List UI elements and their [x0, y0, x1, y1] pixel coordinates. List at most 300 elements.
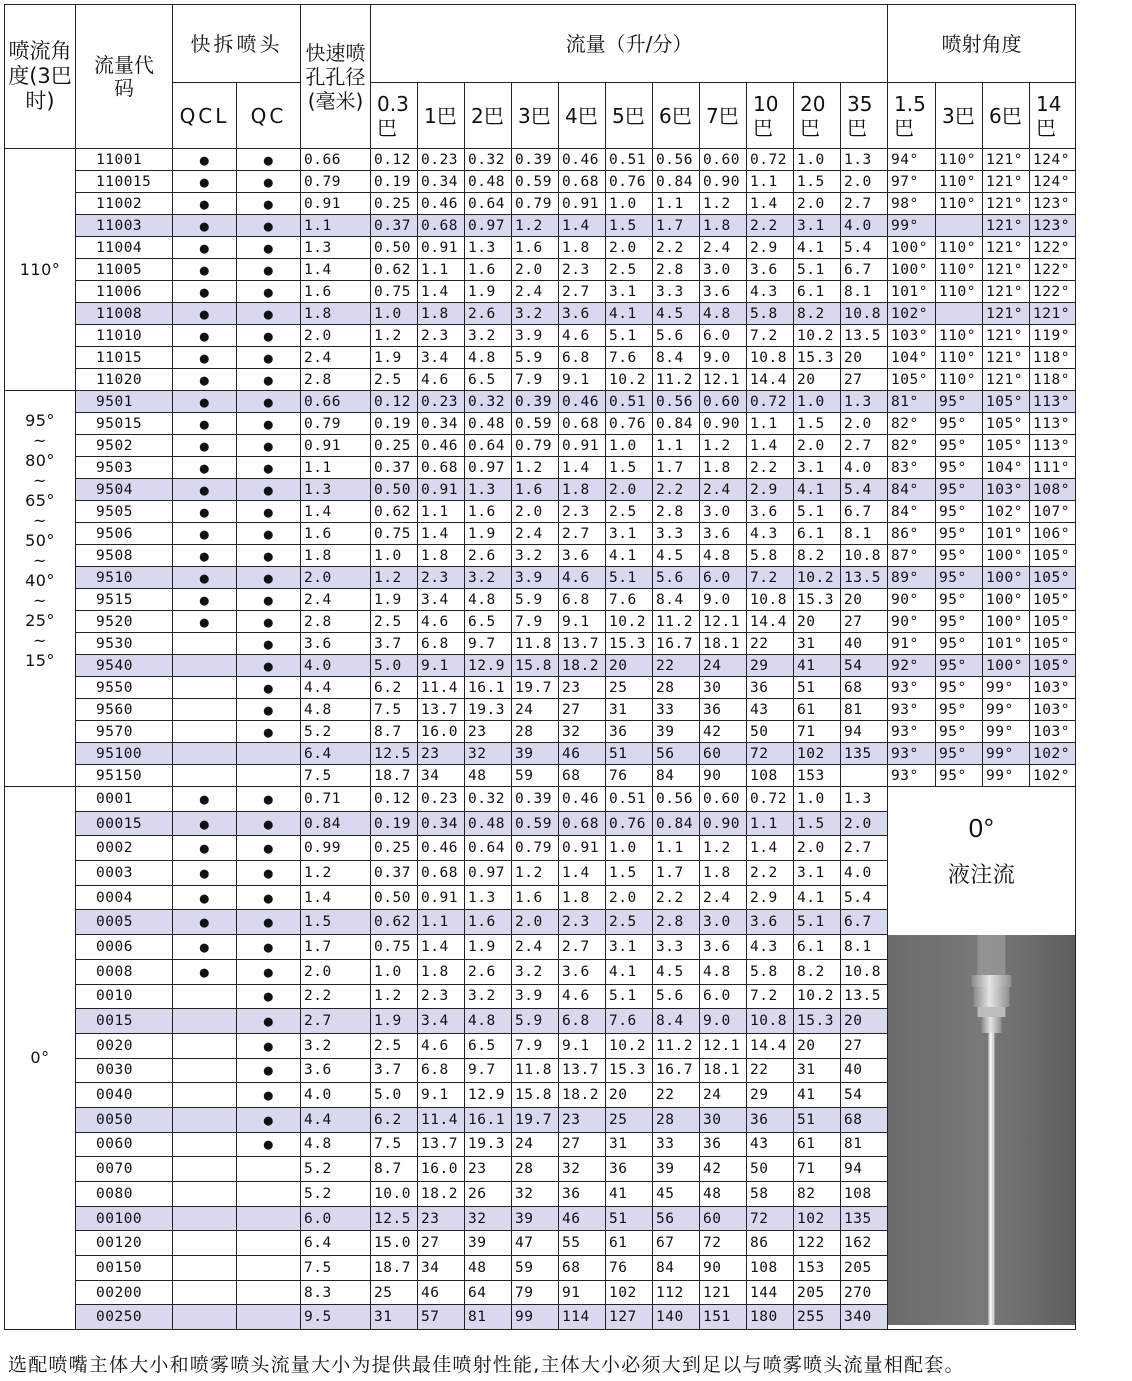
qc-mark: ●: [237, 611, 301, 633]
flow-value: 1.1: [653, 836, 700, 861]
zero-degree-panel: [888, 787, 1076, 1330]
flow-value: 31: [794, 633, 841, 655]
flow-value: 9.1: [559, 1033, 606, 1058]
orifice-diameter: 3.6: [301, 633, 371, 655]
header-pressure: 4巴: [559, 83, 606, 149]
flow-code: 0080: [76, 1182, 173, 1207]
flow-value: 6.2: [371, 677, 418, 699]
qc-mark: [237, 1231, 301, 1256]
qcl-mark: ●: [173, 347, 237, 369]
flow-value: 22: [747, 633, 794, 655]
table-row: [5, 611, 1076, 633]
flow-value: 5.0: [371, 655, 418, 677]
flow-value: 39: [653, 721, 700, 743]
qc-mark: ●: [237, 935, 301, 960]
flow-value: 76: [606, 765, 653, 787]
qc-mark: ●: [237, 677, 301, 699]
flow-value: 2.2: [653, 885, 700, 910]
flow-value: 2.7: [841, 435, 888, 457]
flow-value: 79: [512, 1280, 559, 1305]
flow-value: 2.3: [559, 910, 606, 935]
flow-value: 0.84: [653, 171, 700, 193]
flow-value: 99: [512, 1305, 559, 1330]
flow-value: 23: [559, 677, 606, 699]
group-angle-label: [5, 391, 76, 787]
qc-mark: ●: [237, 633, 301, 655]
flow-value: 41: [606, 1182, 653, 1207]
flow-value: 48: [465, 1256, 512, 1281]
flow-value: 39: [465, 1231, 512, 1256]
orifice-diameter: 5.2: [301, 1157, 371, 1182]
flow-value: 5.6: [653, 984, 700, 1009]
flow-value: 1.5: [794, 413, 841, 435]
flow-value: 0.34: [418, 811, 465, 836]
qc-mark: ●: [237, 1033, 301, 1058]
qcl-mark: ●: [173, 259, 237, 281]
orifice-diameter: 9.5: [301, 1305, 371, 1330]
flow-value: 18.2: [559, 655, 606, 677]
group-angle-value: 110°: [19, 259, 61, 279]
flow-value: 5.1: [606, 325, 653, 347]
flow-value: 4.3: [747, 935, 794, 960]
spray-angle-value: 93°: [888, 743, 936, 765]
qc-mark: ●: [237, 325, 301, 347]
flow-value: 0.91: [559, 193, 606, 215]
qcl-mark: [173, 1132, 237, 1157]
flow-value: 68: [841, 677, 888, 699]
flow-value: 18.7: [371, 765, 418, 787]
flow-value: 45: [653, 1182, 700, 1207]
spray-angle-value: 87°: [888, 545, 936, 567]
flow-value: 4.6: [418, 611, 465, 633]
flow-value: 1.2: [512, 215, 559, 237]
flow-value: 4.1: [794, 237, 841, 259]
table-row: [5, 193, 1076, 215]
flow-value: 0.46: [559, 149, 606, 171]
spray-angle-value: 95°: [936, 655, 983, 677]
flow-value: 270: [841, 1280, 888, 1305]
flow-value: 36: [606, 721, 653, 743]
flow-value: 1.0: [794, 391, 841, 413]
spray-angle-value: 122°: [1030, 237, 1076, 259]
spray-angle-value: 124°: [1030, 171, 1076, 193]
flow-value: 81: [465, 1305, 512, 1330]
flow-value: 1.4: [418, 523, 465, 545]
flow-value: 19.3: [465, 699, 512, 721]
flow-value: 2.9: [747, 479, 794, 501]
table-row: [5, 369, 1076, 391]
spray-angle-value: 90°: [888, 611, 936, 633]
qcl-mark: [173, 1231, 237, 1256]
flow-code: 00015: [76, 811, 173, 836]
qc-mark: ●: [237, 1083, 301, 1108]
flow-code: 0040: [76, 1083, 173, 1108]
flow-value: 0.62: [371, 501, 418, 523]
spray-angle-value: 118°: [1030, 347, 1076, 369]
flow-value: 151: [700, 1305, 747, 1330]
flow-code: 9506: [76, 523, 173, 545]
flow-value: 0.59: [512, 811, 559, 836]
orifice-diameter: 7.5: [301, 1256, 371, 1281]
flow-value: 1.9: [465, 281, 512, 303]
spray-angle-value: 110°: [936, 171, 983, 193]
flow-value: 0.79: [512, 435, 559, 457]
spray-angle-value: 103°: [888, 325, 936, 347]
flow-value: 8.1: [841, 523, 888, 545]
flow-value: 3.4: [418, 347, 465, 369]
spray-angle-value: 110°: [936, 347, 983, 369]
spray-angle-value: 121°: [983, 303, 1030, 325]
spray-angle-value: 95°: [936, 391, 983, 413]
flow-value: 205: [794, 1280, 841, 1305]
flow-code: 9530: [76, 633, 173, 655]
flow-code: 0030: [76, 1058, 173, 1083]
spray-angle-value: 119°: [1030, 325, 1076, 347]
flow-value: 23: [465, 721, 512, 743]
flow-value: 12.5: [371, 743, 418, 765]
flow-value: 42: [700, 721, 747, 743]
flow-value: 91: [559, 1280, 606, 1305]
table-row: [5, 237, 1076, 259]
table-row: [5, 259, 1076, 281]
flow-value: 61: [794, 1132, 841, 1157]
flow-value: 8.7: [371, 1157, 418, 1182]
flow-value: 12.5: [371, 1206, 418, 1231]
spray-angle-value: 121°: [983, 281, 1030, 303]
spray-angle-value: 103°: [1030, 677, 1076, 699]
flow-value: 0.51: [606, 149, 653, 171]
qc-mark: ●: [237, 413, 301, 435]
spray-angle-value: 121°: [1030, 303, 1076, 325]
flow-value: 8.1: [841, 935, 888, 960]
flow-value: 5.8: [747, 959, 794, 984]
spray-angle-value: 122°: [1030, 259, 1076, 281]
flow-value: 2.0: [794, 435, 841, 457]
flow-value: 2.5: [371, 1033, 418, 1058]
spray-angle-value: 100°: [983, 589, 1030, 611]
spray-angle-value: 100°: [983, 655, 1030, 677]
flow-value: 27: [841, 611, 888, 633]
flow-value: 3.7: [371, 633, 418, 655]
flow-value: 2.0: [606, 479, 653, 501]
flow-value: 7.9: [512, 611, 559, 633]
group-angle-line: 40°: [25, 571, 55, 590]
qcl-mark: [173, 1058, 237, 1083]
group-angle-line: ~: [33, 551, 47, 570]
flow-value: 0.84: [653, 413, 700, 435]
flow-value: 41: [794, 655, 841, 677]
solid-stream-photo: [888, 935, 1075, 1325]
flow-value: 0.62: [371, 259, 418, 281]
spray-angle-value: 107°: [1030, 501, 1076, 523]
qcl-mark: ●: [173, 303, 237, 325]
flow-value: 1.2: [700, 435, 747, 457]
qcl-mark: [173, 1107, 237, 1132]
flow-value: 3.1: [606, 935, 653, 960]
flow-value: 1.8: [700, 861, 747, 886]
flow-value: 0.68: [559, 171, 606, 193]
flow-value: 33: [653, 699, 700, 721]
flow-value: 10.8: [841, 959, 888, 984]
qc-mark: [237, 1280, 301, 1305]
flow-value: 1.4: [747, 435, 794, 457]
qc-mark: [237, 1157, 301, 1182]
flow-value: 48: [700, 1182, 747, 1207]
orifice-diameter: 8.3: [301, 1280, 371, 1305]
flow-value: 29: [747, 655, 794, 677]
spray-angle-value: 113°: [1030, 435, 1076, 457]
flow-value: 6.0: [700, 567, 747, 589]
flow-value: 11.2: [653, 1033, 700, 1058]
flow-value: 3.6: [559, 303, 606, 325]
spray-angle-value: 95°: [936, 743, 983, 765]
flow-value: 2.9: [747, 885, 794, 910]
header-pressure: 7巴: [700, 83, 747, 149]
flow-value: 0.75: [371, 523, 418, 545]
spray-angle-value: 82°: [888, 413, 936, 435]
flow-value: 28: [512, 1157, 559, 1182]
spray-angle-value: 84°: [888, 479, 936, 501]
flow-value: 36: [747, 677, 794, 699]
flow-value: 5.8: [747, 303, 794, 325]
qcl-mark: ●: [173, 325, 237, 347]
orifice-diameter: 1.1: [301, 457, 371, 479]
flow-value: 50: [747, 721, 794, 743]
flow-value: 43: [747, 699, 794, 721]
spray-angle-value: 121°: [983, 171, 1030, 193]
flow-value: 340: [841, 1305, 888, 1330]
orifice-diameter: 0.66: [301, 149, 371, 171]
flow-value: 81: [841, 699, 888, 721]
flow-value: 1.3: [841, 149, 888, 171]
flow-value: 4.6: [418, 1033, 465, 1058]
flow-value: 0.19: [371, 171, 418, 193]
flow-value: 10.2: [794, 984, 841, 1009]
flow-code: 0004: [76, 885, 173, 910]
spray-angle-value: 106°: [1030, 523, 1076, 545]
spray-angle-value: 105°: [1030, 567, 1076, 589]
flow-value: 4.0: [841, 457, 888, 479]
flow-value: 0.23: [418, 149, 465, 171]
table-row: [5, 149, 1076, 171]
flow-value: 13.7: [559, 1058, 606, 1083]
flow-code: 9505: [76, 501, 173, 523]
flow-value: 11.4: [418, 1107, 465, 1132]
flow-value: 24: [512, 1132, 559, 1157]
orifice-diameter: 2.0: [301, 567, 371, 589]
flow-value: 0.46: [418, 193, 465, 215]
flow-value: 1.0: [371, 545, 418, 567]
flow-value: 2.2: [653, 237, 700, 259]
header-angle-pressure: 14巴: [1030, 83, 1076, 149]
flow-code: 0060: [76, 1132, 173, 1157]
zero-degree-value: 0°: [968, 813, 995, 843]
flow-value: 3.6: [700, 281, 747, 303]
flow-value: 4.6: [559, 567, 606, 589]
footer-note: 选配喷嘴主体大小和喷雾喷头流量大小为提供最佳喷射性能,主体大小必须大到足以与喷雾喷头流量相配套。: [8, 1354, 965, 1376]
flow-value: 5.4: [841, 885, 888, 910]
flow-code: 9503: [76, 457, 173, 479]
flow-value: 90: [700, 1256, 747, 1281]
flow-value: 2.0: [606, 237, 653, 259]
flow-value: 6.5: [465, 369, 512, 391]
flow-code: 9501: [76, 391, 173, 413]
header-qcl: QCL: [173, 83, 237, 149]
flow-value: 1.4: [559, 861, 606, 886]
flow-value: 20: [794, 1033, 841, 1058]
spray-angle-value: 103°: [983, 479, 1030, 501]
flow-value: 36: [606, 1157, 653, 1182]
flow-value: 1.7: [653, 457, 700, 479]
flow-value: 1.8: [559, 479, 606, 501]
flow-value: 1.0: [606, 435, 653, 457]
spray-angle-value: 100°: [888, 259, 936, 281]
flow-value: 3.2: [465, 984, 512, 1009]
flow-value: 5.0: [371, 1083, 418, 1108]
flow-value: 4.6: [418, 369, 465, 391]
flow-value: 60: [700, 1206, 747, 1231]
table-row: [5, 457, 1076, 479]
flow-value: 9.1: [418, 1083, 465, 1108]
flow-value: 3.6: [559, 545, 606, 567]
flow-value: 255: [794, 1305, 841, 1330]
orifice-diameter: 3.2: [301, 1033, 371, 1058]
flow-value: 30: [700, 677, 747, 699]
flow-value: 0.76: [606, 171, 653, 193]
flow-value: 1.3: [841, 391, 888, 413]
flow-value: 1.1: [747, 413, 794, 435]
flow-value: 36: [747, 1107, 794, 1132]
flow-value: 0.48: [465, 811, 512, 836]
flow-value: 72: [747, 1206, 794, 1231]
flow-value: 56: [653, 743, 700, 765]
qc-mark: ●: [237, 259, 301, 281]
flow-value: 46: [418, 1280, 465, 1305]
flow-value: 2.3: [418, 325, 465, 347]
group-angle-line: 95°: [25, 411, 55, 430]
flow-value: 1.9: [371, 589, 418, 611]
flow-value: 0.64: [465, 435, 512, 457]
flow-value: 1.5: [606, 215, 653, 237]
qc-mark: [237, 743, 301, 765]
flow-value: 34: [418, 1256, 465, 1281]
qc-mark: ●: [237, 787, 301, 812]
flow-value: 1.6: [465, 259, 512, 281]
flow-value: 28: [512, 721, 559, 743]
flow-value: 1.2: [371, 984, 418, 1009]
flow-value: 43: [747, 1132, 794, 1157]
flow-value: [841, 765, 888, 787]
flow-value: 60: [700, 743, 747, 765]
flow-value: 1.4: [559, 215, 606, 237]
flow-value: 1.0: [371, 303, 418, 325]
flow-value: 2.3: [559, 501, 606, 523]
flow-value: 9.1: [559, 369, 606, 391]
spray-angle-value: 118°: [1030, 369, 1076, 391]
flow-value: 3.6: [700, 523, 747, 545]
flow-value: 5.4: [841, 237, 888, 259]
flow-value: 1.3: [465, 479, 512, 501]
flow-value: 4.5: [653, 959, 700, 984]
qcl-mark: ●: [173, 149, 237, 171]
flow-value: 1.8: [559, 885, 606, 910]
flow-code: 11003: [76, 215, 173, 237]
flow-value: 1.0: [606, 193, 653, 215]
orifice-diameter: 2.4: [301, 347, 371, 369]
flow-code: 0020: [76, 1033, 173, 1058]
flow-value: 20: [606, 1083, 653, 1108]
flow-value: 3.6: [559, 959, 606, 984]
flow-value: 1.1: [747, 811, 794, 836]
group-angle-line: 65°: [25, 491, 55, 510]
flow-value: 18.7: [371, 1256, 418, 1281]
spray-angle-value: 102°: [888, 303, 936, 325]
flow-code: 9502: [76, 435, 173, 457]
flow-value: 94: [841, 721, 888, 743]
flow-value: 0.25: [371, 836, 418, 861]
flow-code: 11008: [76, 303, 173, 325]
flow-value: 0.90: [700, 413, 747, 435]
flow-value: 0.62: [371, 910, 418, 935]
flow-value: 3.6: [747, 501, 794, 523]
orifice-diameter: 0.79: [301, 171, 371, 193]
flow-value: 72: [747, 743, 794, 765]
flow-value: 20: [841, 1009, 888, 1034]
flow-value: 32: [559, 721, 606, 743]
flow-value: 0.75: [371, 281, 418, 303]
flow-value: 12.9: [465, 655, 512, 677]
flow-value: 14.4: [747, 1033, 794, 1058]
orifice-diameter: 2.7: [301, 1009, 371, 1034]
flow-value: 32: [465, 1206, 512, 1231]
flow-value: 162: [841, 1231, 888, 1256]
qc-mark: ●: [237, 910, 301, 935]
flow-code: 11010: [76, 325, 173, 347]
flow-value: 81: [841, 1132, 888, 1157]
flow-value: 0.46: [418, 435, 465, 457]
table-row: [5, 215, 1076, 237]
flow-value: 1.1: [418, 910, 465, 935]
qc-mark: ●: [237, 1132, 301, 1157]
flow-code: 95100: [76, 743, 173, 765]
flow-value: 1.1: [747, 171, 794, 193]
flow-value: 18.2: [559, 1083, 606, 1108]
flow-value: 2.4: [700, 479, 747, 501]
flow-value: 2.3: [418, 984, 465, 1009]
orifice-diameter: 1.2: [301, 861, 371, 886]
flow-value: 12.1: [700, 1033, 747, 1058]
flow-value: 1.8: [700, 215, 747, 237]
group-angle-value: 0°: [30, 1048, 50, 1068]
qc-mark: [237, 765, 301, 787]
spray-angle-value: 121°: [983, 193, 1030, 215]
table-row: [5, 743, 1076, 765]
flow-value: 68: [559, 765, 606, 787]
flow-value: 1.5: [606, 861, 653, 886]
qcl-mark: ●: [173, 435, 237, 457]
qc-mark: [237, 1182, 301, 1207]
flow-value: 2.0: [841, 811, 888, 836]
flow-value: 18.2: [418, 1182, 465, 1207]
flow-value: 6.7: [841, 501, 888, 523]
flow-value: 59: [512, 765, 559, 787]
flow-value: 1.8: [559, 237, 606, 259]
flow-value: 0.48: [465, 171, 512, 193]
flow-value: 1.8: [418, 959, 465, 984]
flow-value: 2.0: [794, 836, 841, 861]
flow-value: 2.0: [512, 910, 559, 935]
flow-value: 0.84: [653, 811, 700, 836]
